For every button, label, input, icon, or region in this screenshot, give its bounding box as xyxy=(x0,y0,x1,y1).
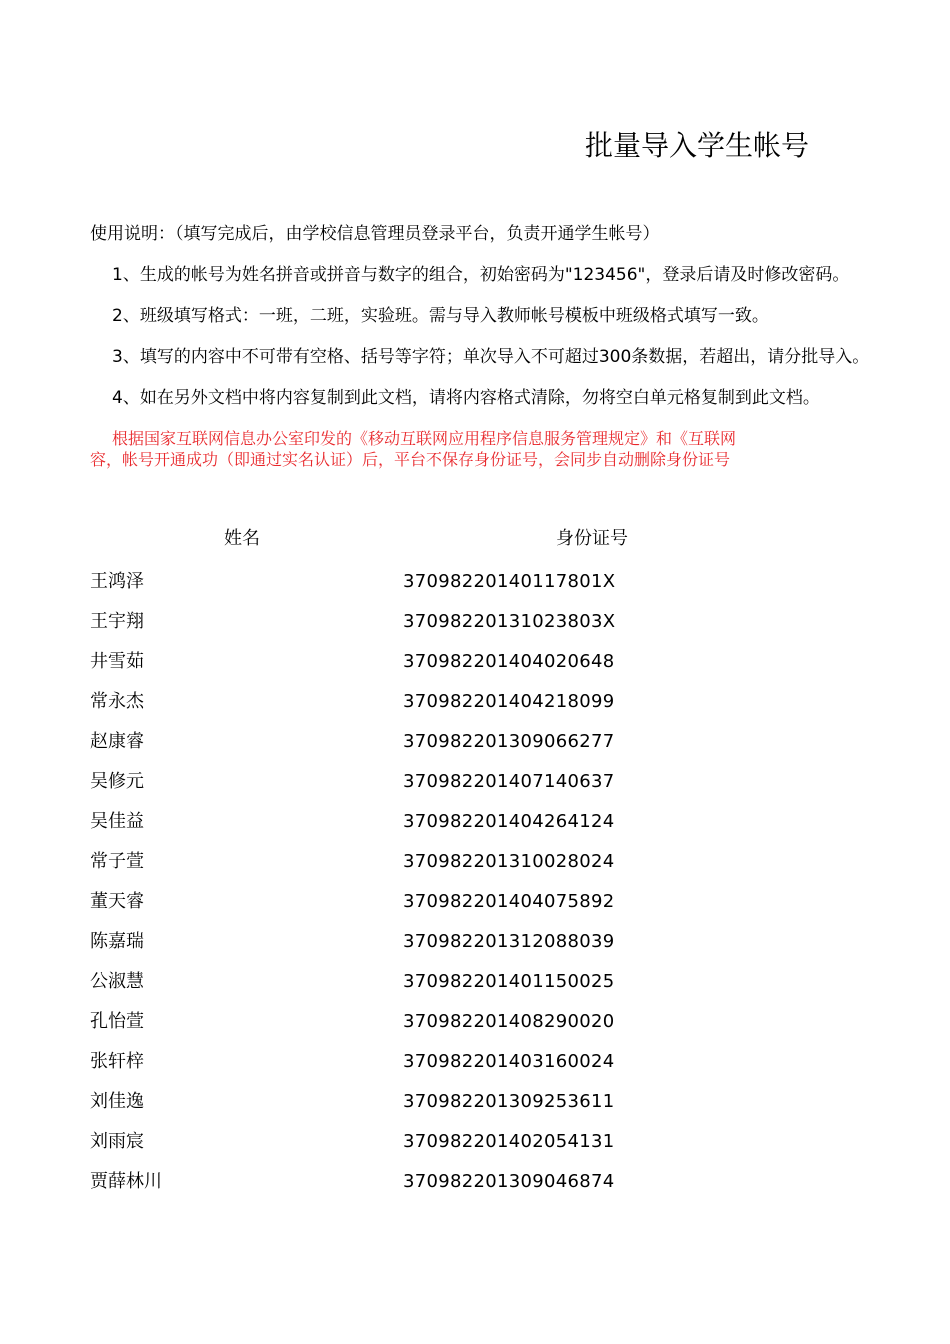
notice-line-2: 容，帐号开通成功（即通过实名认证）后，平台不保存身份证号，会同步自动删除身份证号 xyxy=(90,450,731,469)
student-name-cell[interactable]: 王鸿泽 xyxy=(90,571,144,592)
table-row[interactable] xyxy=(0,690,792,730)
table-row[interactable] xyxy=(0,1090,792,1130)
student-name-cell[interactable]: 常永杰 xyxy=(90,691,144,712)
student-id-cell[interactable]: 370982201309253611 xyxy=(403,1091,615,1112)
student-id-cell[interactable]: 370982201404020648 xyxy=(403,651,615,672)
student-id-cell[interactable]: 370982201404264124 xyxy=(403,811,615,832)
table-row[interactable] xyxy=(0,610,792,650)
notice-line-1: 根据国家互联网信息办公室印发的《移动互联网应用程序信息服务管理规定》和《互联网 xyxy=(112,429,737,448)
student-name-cell[interactable]: 刘雨宸 xyxy=(90,1131,144,1152)
student-table xyxy=(0,570,792,1210)
student-name-cell[interactable]: 赵康睿 xyxy=(90,731,144,752)
table-row[interactable] xyxy=(0,650,792,690)
student-id-cell[interactable]: 370982201404075892 xyxy=(403,891,615,912)
table-row[interactable] xyxy=(0,890,792,930)
student-name-cell[interactable]: 陈嘉瑞 xyxy=(90,931,144,952)
student-id-cell[interactable]: 37098220131023803X xyxy=(403,611,616,632)
student-name-cell[interactable]: 孔怡萱 xyxy=(90,1011,144,1032)
page-title: 批量导入学生帐号 xyxy=(585,129,810,162)
student-name-cell[interactable]: 刘佳逸 xyxy=(90,1091,144,1112)
student-name-cell[interactable]: 贾薛林川 xyxy=(90,1171,162,1192)
student-name-cell[interactable]: 吴佳益 xyxy=(90,811,144,832)
student-id-cell[interactable]: 370982201309046874 xyxy=(403,1171,615,1192)
student-name-cell[interactable]: 公淑慧 xyxy=(90,971,144,992)
student-name-cell[interactable]: 张轩梓 xyxy=(90,1051,144,1072)
student-id-cell[interactable]: 370982201310028024 xyxy=(403,851,615,872)
usage-instructions: 使用说明：（填写完成后，由学校信息管理员登录平台，负责开通学生帐号） xyxy=(90,224,660,244)
table-row[interactable] xyxy=(0,1010,792,1050)
rule-2: 2、班级填写格式：一班，二班，实验班。需与导入教师帐号模板中班级格式填写一致。 xyxy=(112,306,769,326)
student-id-cell[interactable]: 37098220140117801X xyxy=(403,571,616,592)
table-row[interactable] xyxy=(0,930,792,970)
rule-4: 4、如在另外文档中将内容复制到此文档，请将内容格式清除，勿将空白单元格复制到此文档。 xyxy=(112,388,820,408)
rule-1: 1、生成的帐号为姓名拼音或拼音与数字的组合，初始密码为"123456"，登录后请及时修改密码。 xyxy=(112,265,850,285)
student-name-cell[interactable]: 董天睿 xyxy=(90,891,144,912)
student-id-cell[interactable]: 370982201402054131 xyxy=(403,1131,615,1152)
student-name-cell[interactable]: 井雪茹 xyxy=(90,651,144,672)
student-id-cell[interactable]: 370982201408290020 xyxy=(403,1011,615,1032)
table-row[interactable] xyxy=(0,730,792,770)
student-id-cell[interactable]: 370982201407140637 xyxy=(403,771,615,792)
table-row[interactable] xyxy=(0,810,792,850)
student-name-cell[interactable]: 吴修元 xyxy=(90,771,144,792)
table-row[interactable] xyxy=(0,1130,792,1170)
table-row[interactable] xyxy=(0,570,792,610)
student-name-cell[interactable]: 王宇翔 xyxy=(90,611,144,632)
table-row[interactable] xyxy=(0,850,792,890)
column-header-id: 身份证号 xyxy=(556,528,628,549)
table-row[interactable] xyxy=(0,770,792,810)
student-id-cell[interactable]: 370982201404218099 xyxy=(403,691,615,712)
table-row[interactable] xyxy=(0,970,792,1010)
table-row[interactable] xyxy=(0,1050,792,1090)
table-row[interactable] xyxy=(0,1170,792,1210)
student-id-cell[interactable]: 370982201401150025 xyxy=(403,971,615,992)
rule-3: 3、填写的内容中不可带有空格、括号等字符；单次导入不可超过300条数据，若超出，请分批导入。 xyxy=(112,347,870,367)
student-id-cell[interactable]: 370982201403160024 xyxy=(403,1051,615,1072)
student-id-cell[interactable]: 370982201309066277 xyxy=(403,731,615,752)
column-header-name: 姓名 xyxy=(224,528,260,549)
student-name-cell[interactable]: 常子萱 xyxy=(90,851,144,872)
student-id-cell[interactable]: 370982201312088039 xyxy=(403,931,615,952)
